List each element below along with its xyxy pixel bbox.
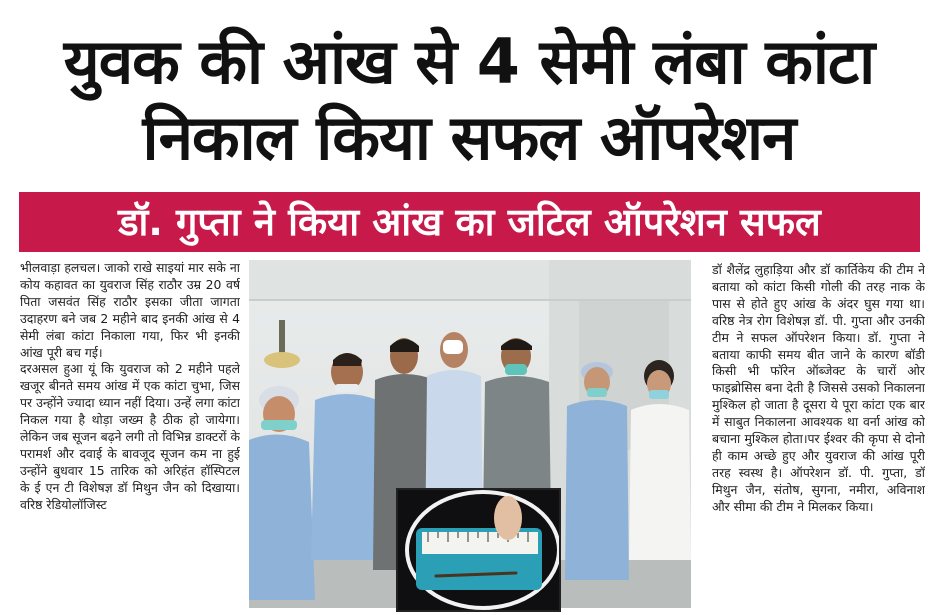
article-paragraph: दरअसल हुआ यूं कि युवराज को 2 महीने पहले खजूर बीनते समय आंख में एक कांटा चुभा, जिस पर उन्होंने ज्यादा ध्यान नहीं दिया। उन्हें लगा कांटा निकल गया है थोड़ा जख्म है ठीक हो जायेगा। लेकिन जब सूजन बढ़ने लगी तो विभिन्न डाक्टरों के परामर्श और दवाई के बावजूद सूजन कम ना हुई उन्होंने बुधवार 15 तारिक को अरिहंत हॉस्पिटल के ई एन टी विशेषज्ञ डॉ मिथुन जैन को दिखाया। वरिष्ठ रेडियोलॉजिस्ट	[20, 361, 240, 512]
article-paragraph: भीलवाड़ा हलचल। जाको राखे साइयां मार सके ना कोय कहावत का युवराज सिंह राठौर उम्र 20 वर्ष पिता जसवंत सिंह राठौर इसका जीता जागता उदाहरण बने जब 2 महीने बाद इनकी आंख से 4 सेमी लंबा कांटा निकाला गया, फिर भी इनकी आंख पूरी बच गई।	[20, 260, 240, 360]
article-column-left	[20, 260, 240, 612]
article-column-right	[712, 262, 925, 612]
article-paragraph: डॉ शैलेंद्र लुहाड़िया और डॉ कार्तिकेय की टीम ने बताया को कांटा किसी गोली की तरह नाक के पास से होते हुए आंख के अंदर घुस गया था। वरिष्ठ नेत्र रोग विशेषज्ञ डॉ. पी. गुप्ता और उनकी टीम ने सफल ऑपरेशन किया। डॉ. गुप्ता ने बताया काफी समय बीत जाने के कारण बॉडी किसी भी फॉरेन ऑब्जेक्ट के चारों ओर फाइब्रोसिस बना देती है जिससे उसको निकालना मुश्किल हो जाता है दूसरा ये पूरा कांटा एक बार में साबुत निकालना आवश्यक था वर्ना आंख को बचाना मुश्किल होता।पर ईश्वर की कृपा से दोनो ही काम अच्छे हुए और युवराज की आंख पूरी तरह स्वस्थ है। ऑपरेशन डॉ. पी. गुप्ता, डॉ मिथुन जैन, संतोष, सुगना, नमीरा, अविनाश और सीमा की टीम ने मिलकर किया।	[712, 262, 925, 514]
headline-line-2: निकाल किया सफल ऑपरेशन	[142, 101, 796, 174]
headline-line-1: युवक की आंख से 4 सेमी लंबा कांटा	[63, 25, 875, 98]
subheadline-banner: डॉ. गुप्ता ने किया आंख का जटिल ऑपरेशन सफल	[19, 192, 920, 252]
thorn-inset-photo	[396, 488, 561, 612]
thorn-ruler-illustration	[398, 490, 559, 610]
